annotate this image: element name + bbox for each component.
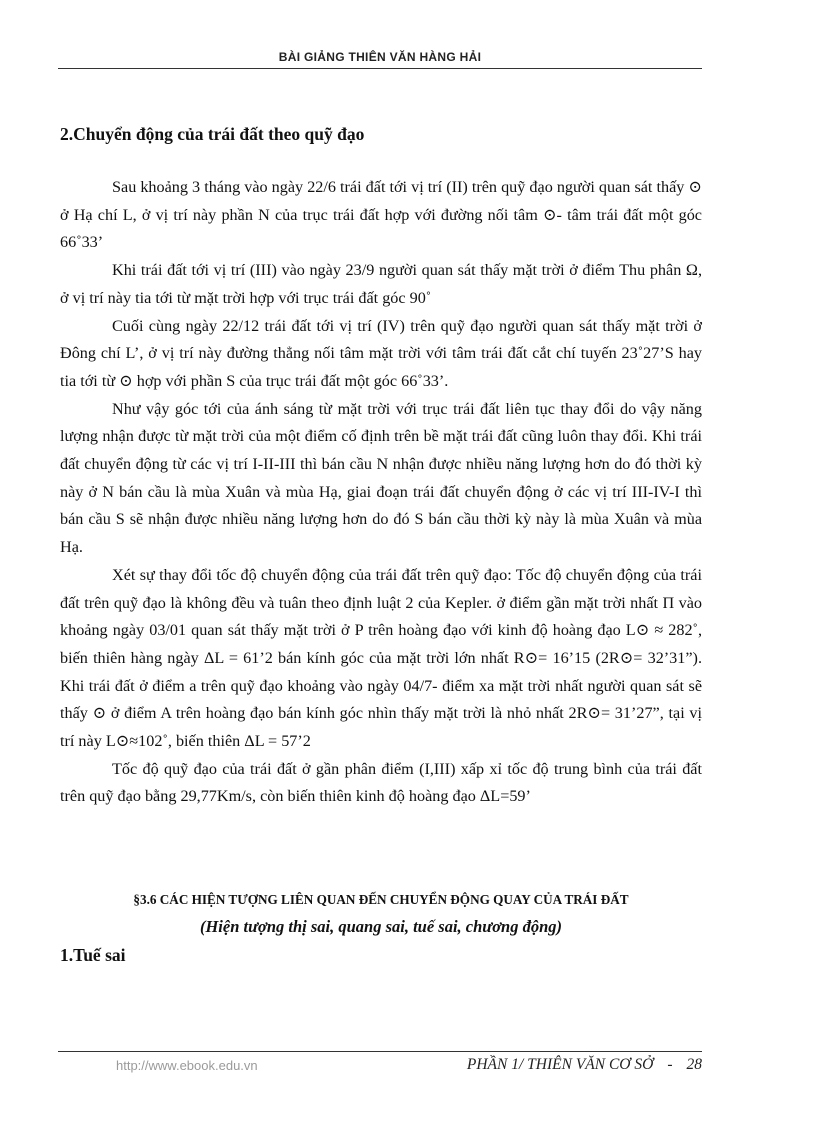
page-number: 28 (686, 1056, 702, 1073)
paragraph: Sau khoảng 3 tháng vào ngày 22/6 trái đất tới vị trí (II) trên quỹ đạo người quan sát thấy ⊙ ở Hạ chí L, ở vị trí này phần N của trục trái đất hợp với đường nối tâm ⊙- tâm trái đất một góc 66˚33’ (60, 178, 702, 252)
body-text (60, 174, 702, 811)
footer-part-label: PHẦN 1/ THIÊN VĂN CƠ SỞ (466, 1056, 654, 1073)
page-header: BÀI GIẢNG THIÊN VĂN HÀNG HẢI (278, 50, 482, 64)
paragraph: Cuối cùng ngày 22/12 trái đất tới vị trí (IV) trên quỹ đạo người quan sát thấy mặt trời ở Đông chí L’, ở vị trí này đường thẳng nối tâm mặt trời với tâm trái đất cắt chí tuyến 23˚27’S hay tia tới từ ⊙ hợp với phần S của trục trái đất một góc 66˚33’. (60, 316, 702, 390)
chapter-section-title: §3.6 CÁC HIỆN TƯỢNG LIÊN QUAN ĐẾN CHUYỂN ĐỘNG QUAY CỦA TRÁI ĐẤT (133, 892, 629, 907)
footer-url: http://www.ebook.edu.vn (116, 1058, 258, 1073)
paragraph: Tốc độ quỹ đạo của trái đất ở gần phân điểm (I,III) xấp xỉ tốc độ trung bình của trái đất trên quỹ đạo bằng 29,77Km/s, còn biến thiên kinh độ hoàng đạo ΔL=59’ (60, 759, 702, 806)
section-heading: 2.Chuyển động của trái đất theo quỹ đạo (60, 124, 365, 144)
footer-divider (58, 1051, 702, 1052)
paragraph: Khi trái đất tới vị trí (III) vào ngày 23/9 người quan sát thấy mặt trời ở điểm Thu phân Ω, ở vị trí này tia tới từ mặt trời hợp với trục trái đất góc 90˚ (60, 261, 702, 307)
subsection-heading: 1.Tuế sai (60, 945, 126, 965)
chapter-section-subtitle: (Hiện tượng thị sai, quang sai, tuế sai, chương động) (199, 917, 563, 936)
footer-separator: - (667, 1056, 673, 1073)
footer-part-info (402, 1056, 702, 1074)
header-divider (58, 68, 702, 69)
paragraph: Như vậy góc tới của ánh sáng từ mặt trời với trục trái đất liên tục thay đổi do vậy năng lượng nhận được từ mặt trời của một điểm cố định trên bề mặt trái đất cũng luôn thay đổi. Khi trái đất chuyển động từ các vị trí I-II-III thì bán cầu N nhận được nhiều năng lượng hơn do đó thời kỳ này ở N bán cầu là mùa Xuân và mùa Hạ, giai đoạn trái đất chuyển động ở các vị trí III-IV-I thì bán cầu S sẽ nhận được nhiều năng lượng hơn do đó S bán cầu thời kỳ này là mùa Xuân và mùa Hạ. (60, 399, 702, 557)
paragraph: Xét sự thay đổi tốc độ chuyển động của trái đất trên quỹ đạo: Tốc độ chuyển động của trái đất trên quỹ đạo là không đều và tuân theo định luật 2 của Kepler. ở điểm gần mặt trời nhất Π vào khoảng ngày 03/01 quan sát thấy mặt trời ở P trên hoàng đạo với kinh độ hoàng đạo L⊙ ≈ 282˚, biến thiên hàng ngày ΔL = 61’2 bán kính góc của mặt trời lớn nhất R⊙= 16’15 (2R⊙= 32’31”). Khi trái đất ở điểm a trên quỹ đạo khoảng vào ngày 04/7- điểm xa mặt trời nhất người quan sát sẽ thấy ⊙ ở điểm A trên hoàng đạo bán kính góc nhìn thấy mặt trời là nhỏ nhất 2R⊙= 31’27”, tại vị trí này L⊙≈102˚, biến thiên ΔL = 57’2 (60, 565, 702, 751)
